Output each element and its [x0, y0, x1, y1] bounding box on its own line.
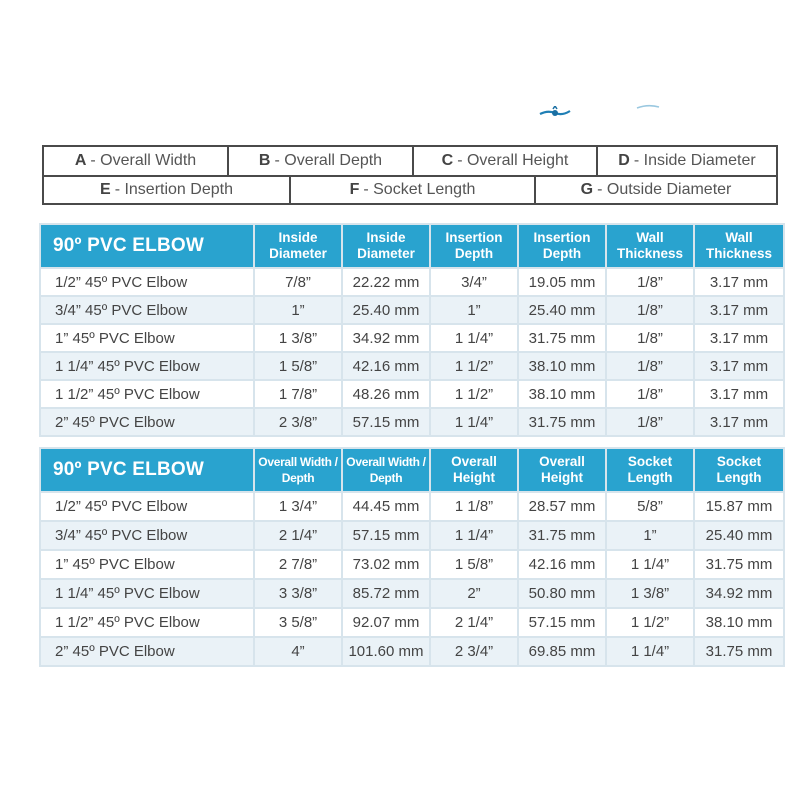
- cell: 1” 45º PVC Elbow: [41, 551, 253, 578]
- cell: 31.75 mm: [519, 409, 605, 435]
- cell: 25.40 mm: [519, 297, 605, 323]
- table-row: [41, 638, 783, 665]
- cell: 3 5/8”: [255, 609, 341, 636]
- cell: 3/4” 45º PVC Elbow: [41, 522, 253, 549]
- cell: 31.75 mm: [519, 325, 605, 351]
- cell: 2” 45º PVC Elbow: [41, 409, 253, 435]
- cell: 1”: [255, 297, 341, 323]
- cell: 3.17 mm: [695, 325, 783, 351]
- cell: 1 3/8”: [255, 325, 341, 351]
- column-header: Insertion Depth: [431, 225, 517, 267]
- cell: 2 1/4”: [431, 609, 517, 636]
- cell: 48.26 mm: [343, 381, 429, 407]
- cell: 1 1/4”: [607, 551, 693, 578]
- legend-item-c: C - Overall Height: [414, 147, 598, 175]
- cell: 1/8”: [607, 381, 693, 407]
- column-header: Overall Height: [519, 449, 605, 491]
- cell: 2 3/8”: [255, 409, 341, 435]
- cell: 101.60 mm: [343, 638, 429, 665]
- table-row: [41, 325, 783, 351]
- cell: 1 1/2” 45º PVC Elbow: [41, 609, 253, 636]
- cell: 1 1/4”: [607, 638, 693, 665]
- cell: 1 1/2”: [607, 609, 693, 636]
- cell: 1 1/4”: [431, 325, 517, 351]
- cell: 1 7/8”: [255, 381, 341, 407]
- cell: 31.75 mm: [695, 551, 783, 578]
- cell: 1 1/2”: [431, 353, 517, 379]
- cell: 1/2” 45º PVC Elbow: [41, 493, 253, 520]
- cell: 1 1/2”: [431, 381, 517, 407]
- cell: 1 1/8”: [431, 493, 517, 520]
- cell: 1 5/8”: [431, 551, 517, 578]
- table-row: [41, 493, 783, 520]
- table-title: 90º PVC ELBOW: [41, 225, 253, 267]
- table-row: [41, 522, 783, 549]
- cell: 31.75 mm: [695, 638, 783, 665]
- cell: 57.15 mm: [343, 522, 429, 549]
- cell: 1”: [607, 522, 693, 549]
- cell: 1/2” 45º PVC Elbow: [41, 269, 253, 295]
- cell: 57.15 mm: [519, 609, 605, 636]
- cell: 1 3/8”: [607, 580, 693, 607]
- cell: 1 1/4” 45º PVC Elbow: [41, 353, 253, 379]
- cell: 2 7/8”: [255, 551, 341, 578]
- logo-fragment-icon: [636, 104, 660, 110]
- cell: 25.40 mm: [343, 297, 429, 323]
- cell: 25.40 mm: [695, 522, 783, 549]
- column-header: Wall Thickness: [695, 225, 783, 267]
- table-row: [41, 269, 783, 295]
- cell: 34.92 mm: [695, 580, 783, 607]
- cell: 34.92 mm: [343, 325, 429, 351]
- cell: 1/8”: [607, 353, 693, 379]
- column-header: Overall Width / Depth: [255, 449, 341, 491]
- column-header: Overall Width / Depth: [343, 449, 429, 491]
- cell: 1/8”: [607, 269, 693, 295]
- cell: 57.15 mm: [343, 409, 429, 435]
- column-header: Wall Thickness: [607, 225, 693, 267]
- cell: 42.16 mm: [343, 353, 429, 379]
- cell: 3.17 mm: [695, 353, 783, 379]
- legend-item-d: D - Inside Diameter: [618, 152, 756, 169]
- table-row: [41, 381, 783, 407]
- cell: 28.57 mm: [519, 493, 605, 520]
- cell: 31.75 mm: [519, 522, 605, 549]
- table-row: [41, 551, 783, 578]
- column-header: Socket Length: [607, 449, 693, 491]
- legend-row-2: [44, 176, 776, 204]
- cell: 73.02 mm: [343, 551, 429, 578]
- cell: 1 3/4”: [255, 493, 341, 520]
- spec-table-width-height-socket: [39, 447, 785, 667]
- table-row: [41, 297, 783, 323]
- cell: 3/4” 45º PVC Elbow: [41, 297, 253, 323]
- cell: 22.22 mm: [343, 269, 429, 295]
- legend-item-f: F - Socket Length: [291, 176, 536, 204]
- table-header-row: [41, 225, 783, 267]
- table-row: [41, 353, 783, 379]
- logo-icon: [538, 106, 572, 120]
- legend-row-1: [44, 147, 776, 177]
- cell: 2 3/4”: [431, 638, 517, 665]
- legend-item-e: E - Insertion Depth: [44, 176, 291, 204]
- cell: 3 3/8”: [255, 580, 341, 607]
- cell: 1/8”: [607, 409, 693, 435]
- cell: 1 1/4”: [431, 522, 517, 549]
- cell: 3.17 mm: [695, 269, 783, 295]
- cell: 2”: [431, 580, 517, 607]
- column-header: Overall Height: [431, 449, 517, 491]
- cell: 50.80 mm: [519, 580, 605, 607]
- cell: 85.72 mm: [343, 580, 429, 607]
- table-row: [41, 580, 783, 607]
- cell: 19.05 mm: [519, 269, 605, 295]
- cell: 1 1/4”: [431, 409, 517, 435]
- cell: 42.16 mm: [519, 551, 605, 578]
- legend-item-g: G - Outside Diameter: [580, 181, 732, 198]
- column-header: Inside Diameter: [255, 225, 341, 267]
- cell: 1” 45º PVC Elbow: [41, 325, 253, 351]
- cell: 7/8”: [255, 269, 341, 295]
- column-header: Insertion Depth: [519, 225, 605, 267]
- cell: 1/8”: [607, 297, 693, 323]
- cell: 3.17 mm: [695, 297, 783, 323]
- cell: 1 5/8”: [255, 353, 341, 379]
- cell: 44.45 mm: [343, 493, 429, 520]
- table-title: 90º PVC ELBOW: [41, 449, 253, 491]
- cell: 1/8”: [607, 325, 693, 351]
- cell: 3.17 mm: [695, 409, 783, 435]
- column-header: Inside Diameter: [343, 225, 429, 267]
- cell: 38.10 mm: [695, 609, 783, 636]
- cell: 2 1/4”: [255, 522, 341, 549]
- column-header: Socket Length: [695, 449, 783, 491]
- cell: 3.17 mm: [695, 381, 783, 407]
- spec-table-diameter-depth-wall: [39, 223, 785, 437]
- cell: 92.07 mm: [343, 609, 429, 636]
- dimension-legend: [42, 145, 778, 205]
- cell: 69.85 mm: [519, 638, 605, 665]
- table-row: [41, 409, 783, 435]
- cell: 1 1/4” 45º PVC Elbow: [41, 580, 253, 607]
- cell: 2” 45º PVC Elbow: [41, 638, 253, 665]
- cell: 4”: [255, 638, 341, 665]
- cell: 5/8”: [607, 493, 693, 520]
- cell: 38.10 mm: [519, 353, 605, 379]
- cell: 1 1/2” 45º PVC Elbow: [41, 381, 253, 407]
- table-row: [41, 609, 783, 636]
- cell: 1”: [431, 297, 517, 323]
- table-header-row: [41, 449, 783, 491]
- cell: 3/4”: [431, 269, 517, 295]
- legend-item-b: B - Overall Depth: [229, 147, 414, 175]
- cell: 15.87 mm: [695, 493, 783, 520]
- legend-item-a: A - Overall Width: [44, 147, 229, 175]
- cell: 38.10 mm: [519, 381, 605, 407]
